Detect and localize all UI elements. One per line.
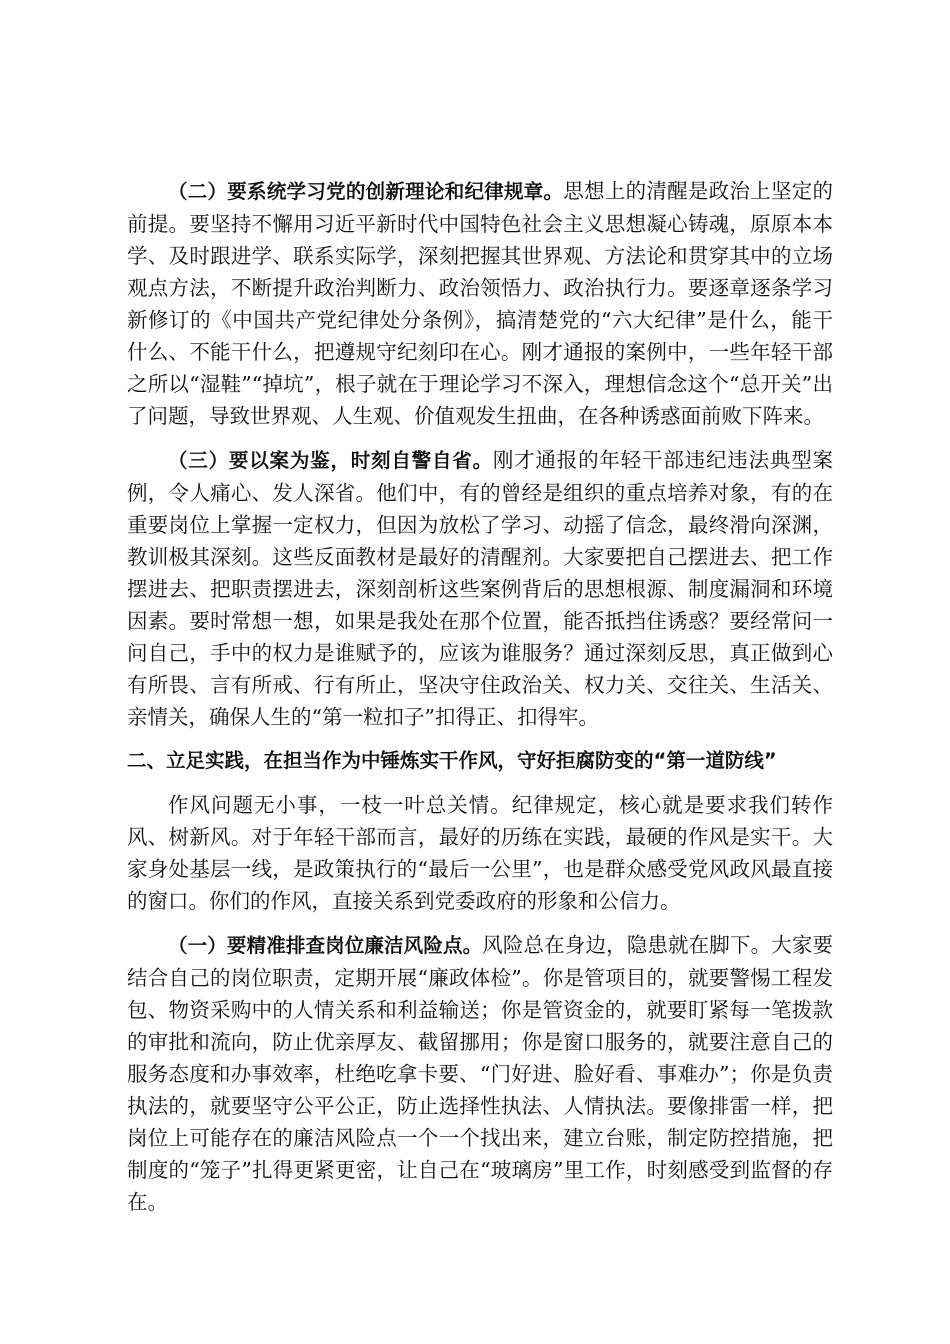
paragraph-text: 思想上的清醒是政治上坚定的前提。要坚持不懈用习近平新时代中国特色社会主义思想凝心铸魂，原原本本学、及时跟进学、联系实际学，深刻把握其世界观、方法论和贯穿其中的立场观点方法，不断提升政治判断力、政治领悟力、政治执行力。要逐章逐条学习新修订的《中国共产党纪律处分条例》，搞清楚党的“六大纪律”是什么，能干什么、不能干什么，把遵规守纪刻印在心。刚才通报的案例中，一些年轻干部之所以“湿鞋”“掉坑”，根子就在于理论学习不深入，理想信念这个“总开关”出了问题，导致世界观、人生观、价值观发生扭曲，在各种诱惑面前败下阵来。 <box>127 179 833 428</box>
paragraph-study-theory <box>127 175 833 432</box>
paragraph-lead: （二）要系统学习党的创新理论和纪律规章。 <box>168 180 564 203</box>
paragraph-lead: （一）要精准排查岗位廉洁风险点。 <box>168 934 483 957</box>
paragraph-text: 风险总在身边，隐患就在脚下。大家要结合自己的岗位职责，定期开展“廉政体检”。你是管项目的，就要警惕工程发包、物资采购中的人情关系和利益输送；你是管资金的，就要盯紧每一笔拨款的审批和流向，防止优亲厚友、截留挪用；你是窗口服务的，就要注意自己的服务态度和办事效率，杜绝吃拿卡要、“门好进、脸好看、事难办”；你是负责执法的，就要坚守公平公正，防止选择性执法、人情执法。要像排雷一样，把岗位上可能存在的廉洁风险点一个一个找出来，建立台账，制定防控措施，把制度的“笼子”扎得更紧更密，让自己在“玻璃房”里工作，时刻感受到监督的存在。 <box>127 933 833 1214</box>
paragraph-text: 刚才通报的年轻干部违纪违法典型案例，令人痛心、发人深省。他们中，有的曾经是组织的重点培养对象，有的在重要岗位上掌握一定权力，但因为放松了学习、动摇了信念，最终滑向深渊，教训极其深刻。这些反面教材是最好的清醒剂。大家要把自己摆进去、把工作摆进去、把职责摆进去，深刻剖析这些案例背后的思想根源、制度漏洞和环境因素。要时常想一想，如果是我处在那个位置，能否抵挡住诱惑？要经常问一问自己，手中的权力是谁赋予的，应该为谁服务？通过深刻反思，真正做到心有所畏、言有所戒、行有所止，坚决守住政治关、权力关、交往关、生活关、亲情关，确保人生的“第一粒扣子”扣得正、扣得牢。 <box>127 448 833 729</box>
section-heading: 二、立足实践，在担当作为中锤炼实干作风，守好拒腐防变的“第一道防线” <box>127 749 777 772</box>
document-body <box>127 175 833 1230</box>
paragraph-risk-points <box>127 929 833 1218</box>
paragraph-lead: （三）要以案为鉴，时刻自警自省。 <box>168 449 493 472</box>
paragraph-work-style <box>127 789 833 917</box>
paragraph-text: 作风问题无小事，一枝一叶总关情。纪律规定，核心就是要求我们转作风、树新风。对于年轻干部而言，最好的历练在实践，最硬的作风是实干。大家身处基层一线，是政策执行的“最后一公里”，也是群众感受党风政风最直接的窗口。你们的作风，直接关系到党委政府的形象和公信力。 <box>127 793 833 913</box>
paragraph-learn-from-cases <box>127 444 833 733</box>
